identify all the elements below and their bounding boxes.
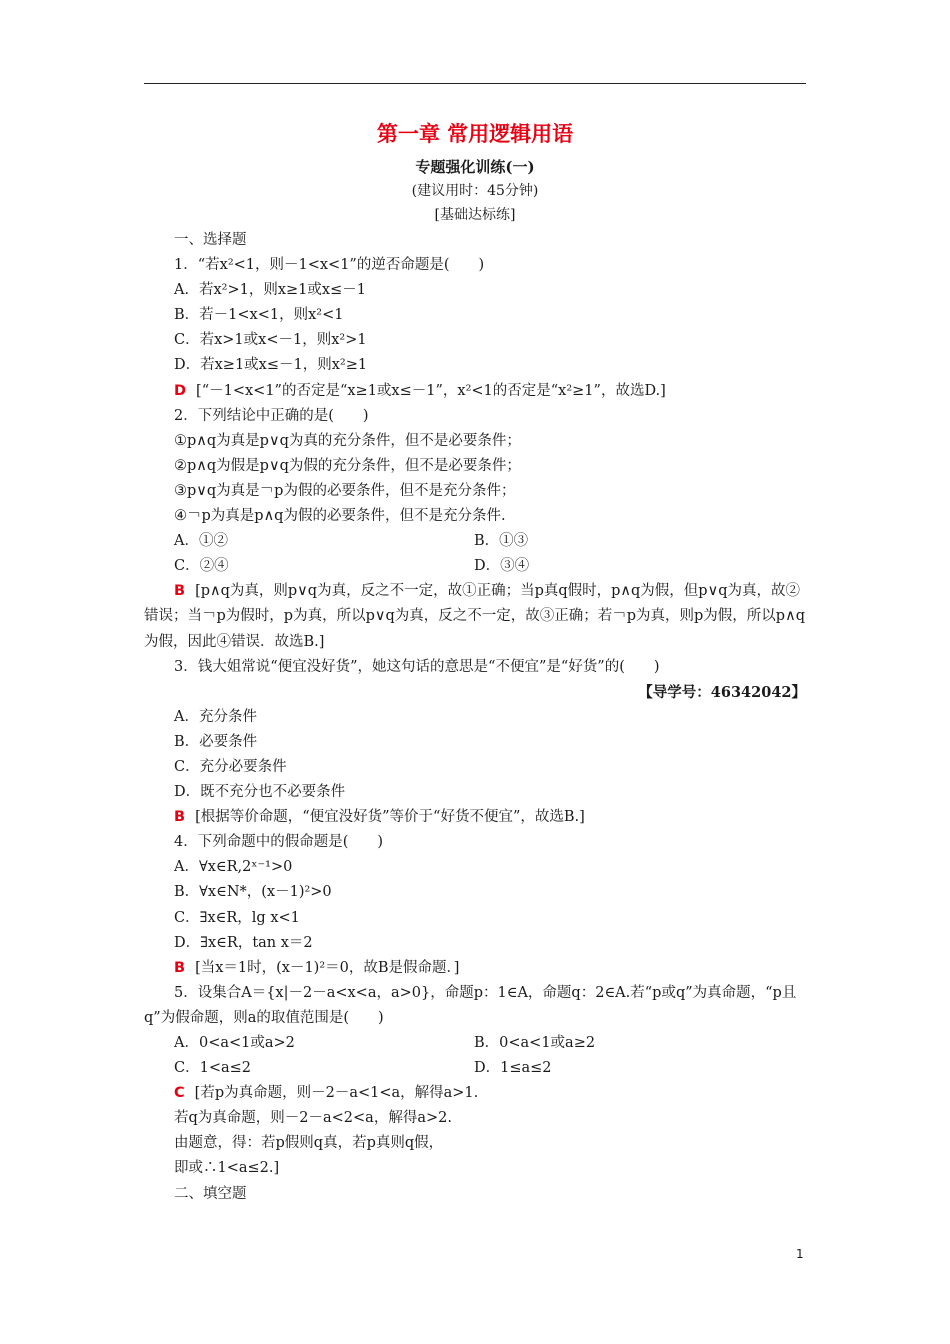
q3-option-c: C．充分必要条件	[174, 758, 287, 775]
q5-explanation-3: 由题意，得：若p假则q真，若p真则q假，	[174, 1135, 444, 1152]
q5-option-a: A．0<a<1或a>2	[174, 1035, 295, 1051]
q3-option-b: B．必要条件	[174, 733, 258, 750]
q2-statement-2: ②p∧q为假是p∨q为假的充分条件，但不是必要条件；	[174, 457, 521, 474]
q1-option-b: B．若－1<x<1，则x²<1	[174, 307, 344, 324]
q2-answer	[144, 579, 806, 654]
q5-options-row-1	[144, 1031, 806, 1056]
q4-stem: 4．下列命题中的假命题是( )	[174, 834, 384, 851]
answer-letter: B	[174, 959, 186, 976]
q2-option-d: D．③④	[474, 558, 530, 575]
time-note: (建议用时：45分钟)	[411, 183, 539, 199]
q2-option-a: A．①②	[174, 533, 228, 550]
q1-stem: 1．“若x²<1，则－1<x<1”的逆否命题是( )	[174, 257, 485, 274]
q2-statement-4: ④￢p为真是p∧q为假的必要条件，但不是充分条件.	[174, 508, 506, 525]
section-heading: 二、填空题	[174, 1185, 247, 1202]
q1-option-a: A．若x²>1，则x≥1或x≤－1	[174, 282, 366, 299]
chapter-title: 第一章 常用逻辑用语	[376, 121, 574, 146]
answer-letter: C	[174, 1085, 185, 1102]
section-title: 专题强化训练(一)	[415, 158, 535, 176]
q2-explanation: [p∧q为真，则p∨q为真，反之不一定，故①正确；当p真q假时，p∧q为假，但p∨q为真，故②错误；当￢p为假时，p为真，所以p∨q为真，反之不一定，故③正确；若￢p为真，则p为假，所以p∧q为假，因此④错误．故选B.]	[144, 583, 805, 650]
answer-letter: D	[174, 382, 187, 399]
q2-statement-3: ③p∨q为真是￢p为假的必要条件，但不是充分条件；	[174, 482, 516, 499]
q3-answer	[144, 805, 806, 830]
q4-option-c: C．∃x∈R，lg x<1	[174, 909, 300, 926]
q1-option-c: C．若x>1或x<－1，则x²>1	[174, 332, 367, 349]
q3-stem: 3．钱大姐常说“便宜没好货”，她这句话的意思是“不便宜”是“好货”的( )	[174, 658, 660, 675]
q5-option-d: D．1≤a≤2	[474, 1060, 552, 1077]
page-number: 1	[796, 1247, 804, 1261]
q4-option-b: B．∀x∈N*，(x－1)²>0	[174, 884, 332, 901]
q2-statement-1: ①p∧q为真是p∨q为真的充分条件，但不是必要条件；	[174, 432, 521, 449]
q3-option-a: A．充分条件	[174, 708, 257, 725]
q5-option-c: C．1<a≤2	[174, 1060, 251, 1077]
q4-answer	[144, 956, 806, 981]
q5-explanation-1: [若p为真命题，则－2－a<1<a，解得a>1.	[194, 1085, 479, 1102]
guide-number: 【导学号：46342042】	[638, 683, 806, 701]
q2-options-row-2	[144, 554, 806, 579]
q4-option-d: D．∃x∈R，tan x＝2	[174, 934, 313, 951]
q5-option-b: B．0<a<1或a≥2	[474, 1035, 596, 1051]
q1-answer	[144, 379, 806, 404]
q2-stem: 2．下列结论中正确的是( )	[174, 407, 369, 424]
q1-option-d: D．若x≥1或x≤－1，则x²≥1	[174, 357, 368, 374]
q4-option-a: A．∀x∈R,2ˣ⁻¹>0	[174, 859, 293, 876]
q5-options-row-2	[144, 1056, 806, 1081]
q3-option-d: D．既不充分也不必要条件	[174, 784, 346, 801]
q5-answer	[144, 1081, 806, 1106]
header-rule	[144, 83, 806, 84]
answer-letter: B	[174, 809, 186, 826]
q1-explanation: [“－1<x<1”的否定是“x≥1或x≤－1”，x²<1的否定是“x²≥1”，故选D.]	[196, 382, 666, 399]
q2-option-c: C．②④	[174, 558, 229, 575]
level-label: [基础达标练]	[434, 207, 516, 223]
q2-option-b: B．①③	[474, 533, 529, 550]
answer-letter: B	[174, 583, 186, 600]
document-body	[144, 228, 806, 1207]
q2-options-row-1	[144, 529, 806, 554]
section-heading: 一、选择题	[174, 232, 247, 248]
q5-explanation-2: 若q为真命题，则－2－a<2<a，解得a>2.	[174, 1110, 452, 1127]
q5-explanation-4: 即或∴1<a≤2.]	[174, 1160, 280, 1177]
q5-stem: 5．设集合A＝{x|－2－a<x<a，a>0}，命题p：1∈A，命题q：2∈A.若“p或q”为真命题，“p且q”为假命题，则a的取值范围是( )	[144, 984, 797, 1026]
q3-explanation: [根据等价命题，“便宜没好货”等价于“好货不便宜”，故选B.]	[195, 809, 585, 826]
q4-explanation: [当x＝1时，(x－1)²＝0，故B是假命题．]	[195, 959, 460, 976]
